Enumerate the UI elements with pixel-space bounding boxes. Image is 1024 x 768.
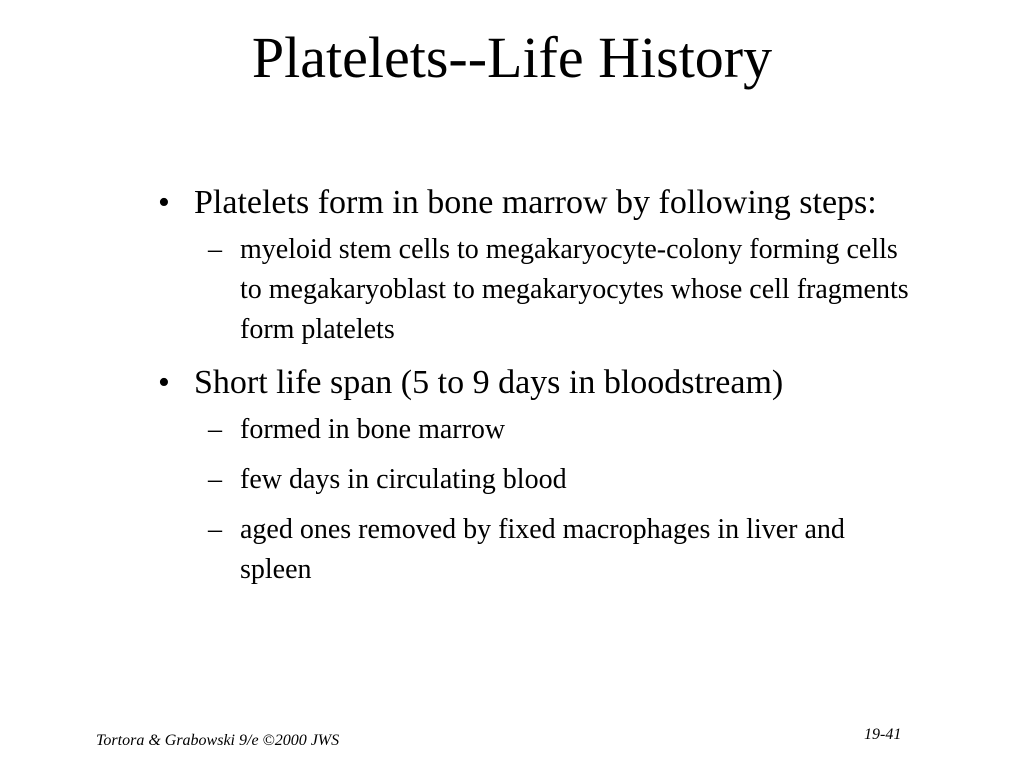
bullet-marker: • xyxy=(158,184,170,221)
sub-item-text: myeloid stem cells to megakaryocyte-colony forming cells to megakaryoblast to megakaryocytes whose cell fragments form platelets xyxy=(240,234,909,345)
sub-item-formation-steps xyxy=(150,230,910,350)
sub-item-removed-by-macrophages xyxy=(150,510,910,590)
sub-item-formed-in-marrow xyxy=(150,410,910,450)
footer-citation: Tortora & Grabowski 9/e ©2000 JWS xyxy=(96,732,340,749)
slide-content xyxy=(150,180,910,600)
sub-list-life-span xyxy=(150,410,910,590)
sub-item-text: few days in circulating blood xyxy=(240,464,567,495)
bullet-text: Platelets form in bone marrow by following steps: xyxy=(194,184,877,221)
bullet-life-span xyxy=(150,360,910,406)
slide-title: Platelets--Life History xyxy=(251,25,773,90)
sub-item-text: aged ones removed by fixed macrophages in liver and spleen xyxy=(240,514,845,585)
dash-marker: – xyxy=(208,234,222,265)
dash-marker: – xyxy=(208,514,222,545)
bullet-text: Short life span (5 to 9 days in bloodstream) xyxy=(194,364,784,401)
sub-item-text: formed in bone marrow xyxy=(240,414,506,445)
slide-number: 19-41 xyxy=(864,726,902,743)
bullet-marker: • xyxy=(158,364,170,401)
sub-item-circulating-blood xyxy=(150,460,910,500)
bullet-platelet-formation xyxy=(150,180,910,226)
dash-marker: – xyxy=(208,414,222,445)
dash-marker: – xyxy=(208,464,222,495)
sub-list-formation-steps xyxy=(150,230,910,350)
